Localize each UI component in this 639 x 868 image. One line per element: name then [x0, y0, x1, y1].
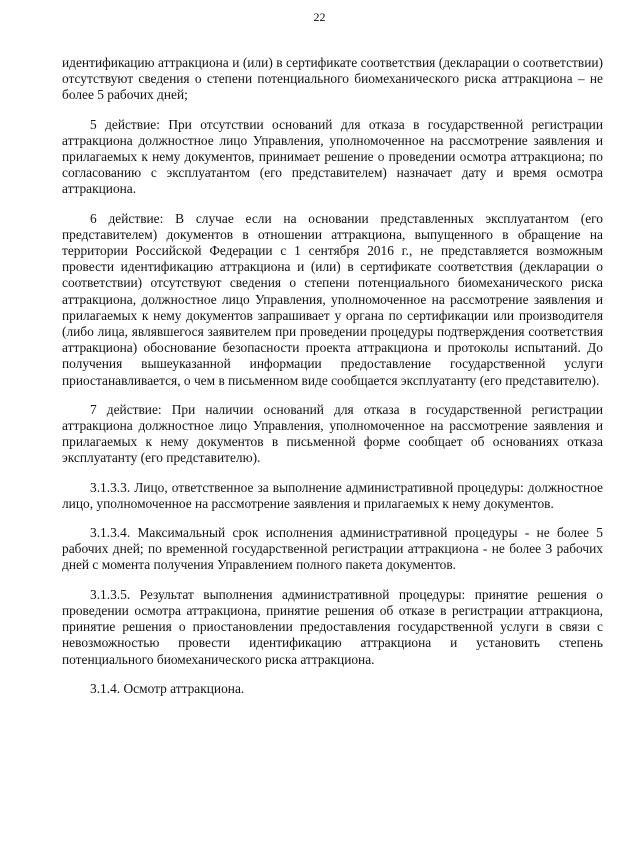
document-body [62, 55, 603, 710]
paragraph: 3.1.3.4. Максимальный срок исполнения административной процедуры - не более 5 рабочих дней; по временной государственной регистрации аттракциона - не более 3 рабочих дней с момента получения Управлением полного пакета документов. [62, 525, 603, 573]
paragraph: 3.1.3.3. Лицо, ответственное за выполнение административной процедуры: должностное лицо, уполномоченное на рассмотрение заявления и прилагаемых к нему документов. [62, 479, 603, 511]
paragraph: 5 действие: При отсутствии оснований для отказа в государственной регистрации аттракциона должностное лицо Управления, уполномоченное на рассмотрение заявления и прилагаемых к нему документов, принимает решение о проведении осмотра аттракциона; по согласованию с эксплуатантом (его представителем) назначает дату и время осмотра аттракциона. [62, 116, 603, 197]
paragraph: 7 действие: При наличии оснований для отказа в государственной регистрации аттракциона должностное лицо Управления, уполномоченное на рассмотрение заявления и прилагаемых к нему документов в письменной форме сообщает об основаниях отказа эксплуатанту (его представителю). [62, 401, 603, 466]
paragraph: 6 действие: В случае если на основании представленных эксплуатантом (его представителем) документов в отношении аттракциона, выпущенного в обращение на территории Российской Федерации с 1 сентября 2016 г., не представляется возможным провести идентификацию аттракциона и (или) в сертификате соответствия (декларации о соответствии) отсутствуют сведения о степени потенциального биомеханического риска аттракциона, должностное лицо Управления, уполномоченное на рассмотрение заявления и прилагаемых к нему документов запрашивает у органа по сертификации или производителя (либо лица, являвшегося заявителем при проведении процедуры подтверждения соответствия аттракциона) обоснование безопасности проекта аттракциона и протоколы испытаний. До получения вышеуказанной информации предоставление государственной услуги приостанавливается, о чем в письменном виде сообщается эксплуатанту (его представителю). [62, 210, 603, 388]
paragraph: 3.1.4. Осмотр аттракциона. [90, 680, 245, 696]
page-number: 22 [313, 10, 326, 24]
paragraph: 3.1.3.5. Результат выполнения административной процедуры: принятие решения о проведении осмотра аттракциона, принятие решения об отказе в регистрации аттракциона, принятие решения о приостановлении предоставления государственной услуги в связи с невозможностью провести идентификацию аттракциона и установить степень потенциального биомеханического риска аттракциона. [62, 586, 603, 667]
paragraph: идентификацию аттракциона и (или) в сертификате соответствия (декларации о соответствии) отсутствуют сведения о степени потенциального биомеханического риска аттракциона – не более 5 рабочих дней; [62, 55, 603, 103]
